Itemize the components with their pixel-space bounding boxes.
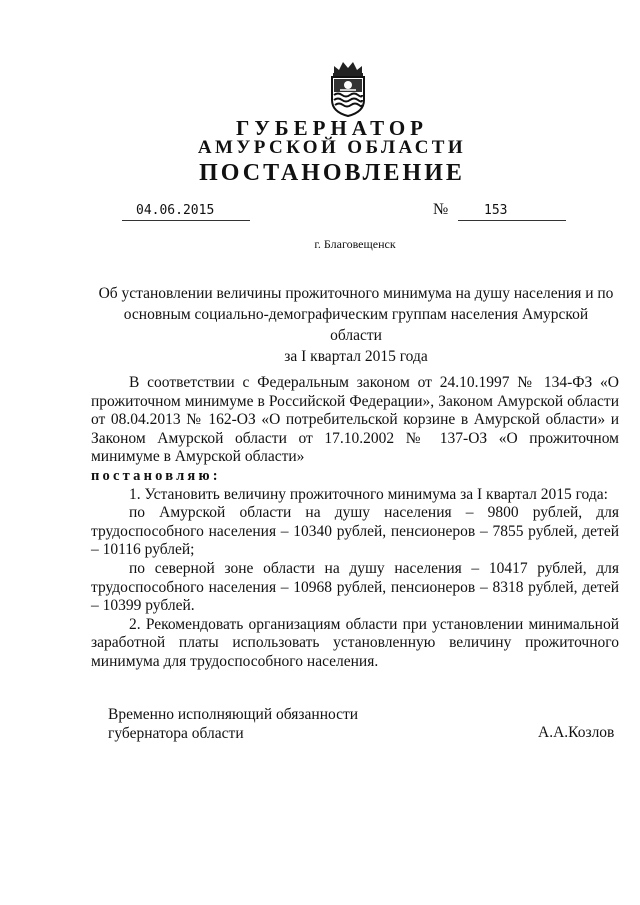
item-2-paragraph: 2. Рекомендовать организациям области при установлении минимальной заработной платы использовать установленную величину прожиточного минимума для трудоспособного населения. — [91, 615, 619, 670]
number-sign: № — [433, 201, 449, 218]
item-1a-paragraph: по Амурской области на душу населения – 9800 рублей, для трудоспособного населения – 10340 рублей, пенсионеров – 7855 рублей, детей – 10116 рублей; — [91, 504, 619, 559]
item-1-paragraph: 1. Установить величину прожиточного минимума за I квартал 2015 года: — [129, 485, 608, 503]
subject-line-3: за I квартал 2015 года — [284, 348, 428, 365]
signatory-position-line-1: Временно исполняющий обязанности — [108, 706, 359, 723]
decree-word: постановляю: — [91, 467, 221, 484]
document-body — [91, 374, 619, 672]
document-number: 153 — [458, 202, 566, 221]
subject-line-1: Об установлении величины прожиточного минимума на душу населения и по — [98, 285, 614, 302]
document-subject — [96, 283, 616, 367]
item-1b-paragraph: по северной зоне области на душу населения – 10417 рублей, для трудоспособного населения – 10968 рублей, пенсионеров – 8318 рублей, детей – 10399 рублей. — [91, 559, 619, 615]
subject-line-2: основным социально-демографическим группам населения Амурской области — [123, 306, 589, 344]
document-date: 04.06.2015 — [122, 202, 250, 221]
preamble-paragraph: В соответствии с Федеральным законом от 24.10.1997 № 134-ФЗ «О прожиточном минимуме в Российской Федерации», Законом Амурской области от 08.04.2013 № 162-ОЗ «О потребительской корзине в Амурской области» и Законом Амурской области от 17.10.2002 № 137-ОЗ «О прожиточном минимуме в Амурской области» — [91, 374, 619, 466]
signatory-name: А.А.Козлов — [538, 724, 615, 741]
header-title-region: АМУРСКОЙ ОБЛАСТИ — [197, 137, 467, 158]
document-type-title: ПОСТАНОВЛЕНИЕ — [199, 160, 465, 186]
signatory-position-line-2: губернатора области — [108, 724, 244, 742]
amur-region-coat-of-arms-icon — [326, 60, 370, 118]
header-title-governor: ГУБЕРНАТОР — [235, 116, 429, 140]
signatory-position — [108, 706, 358, 743]
document-city: г. Благовещенск — [314, 237, 396, 251]
